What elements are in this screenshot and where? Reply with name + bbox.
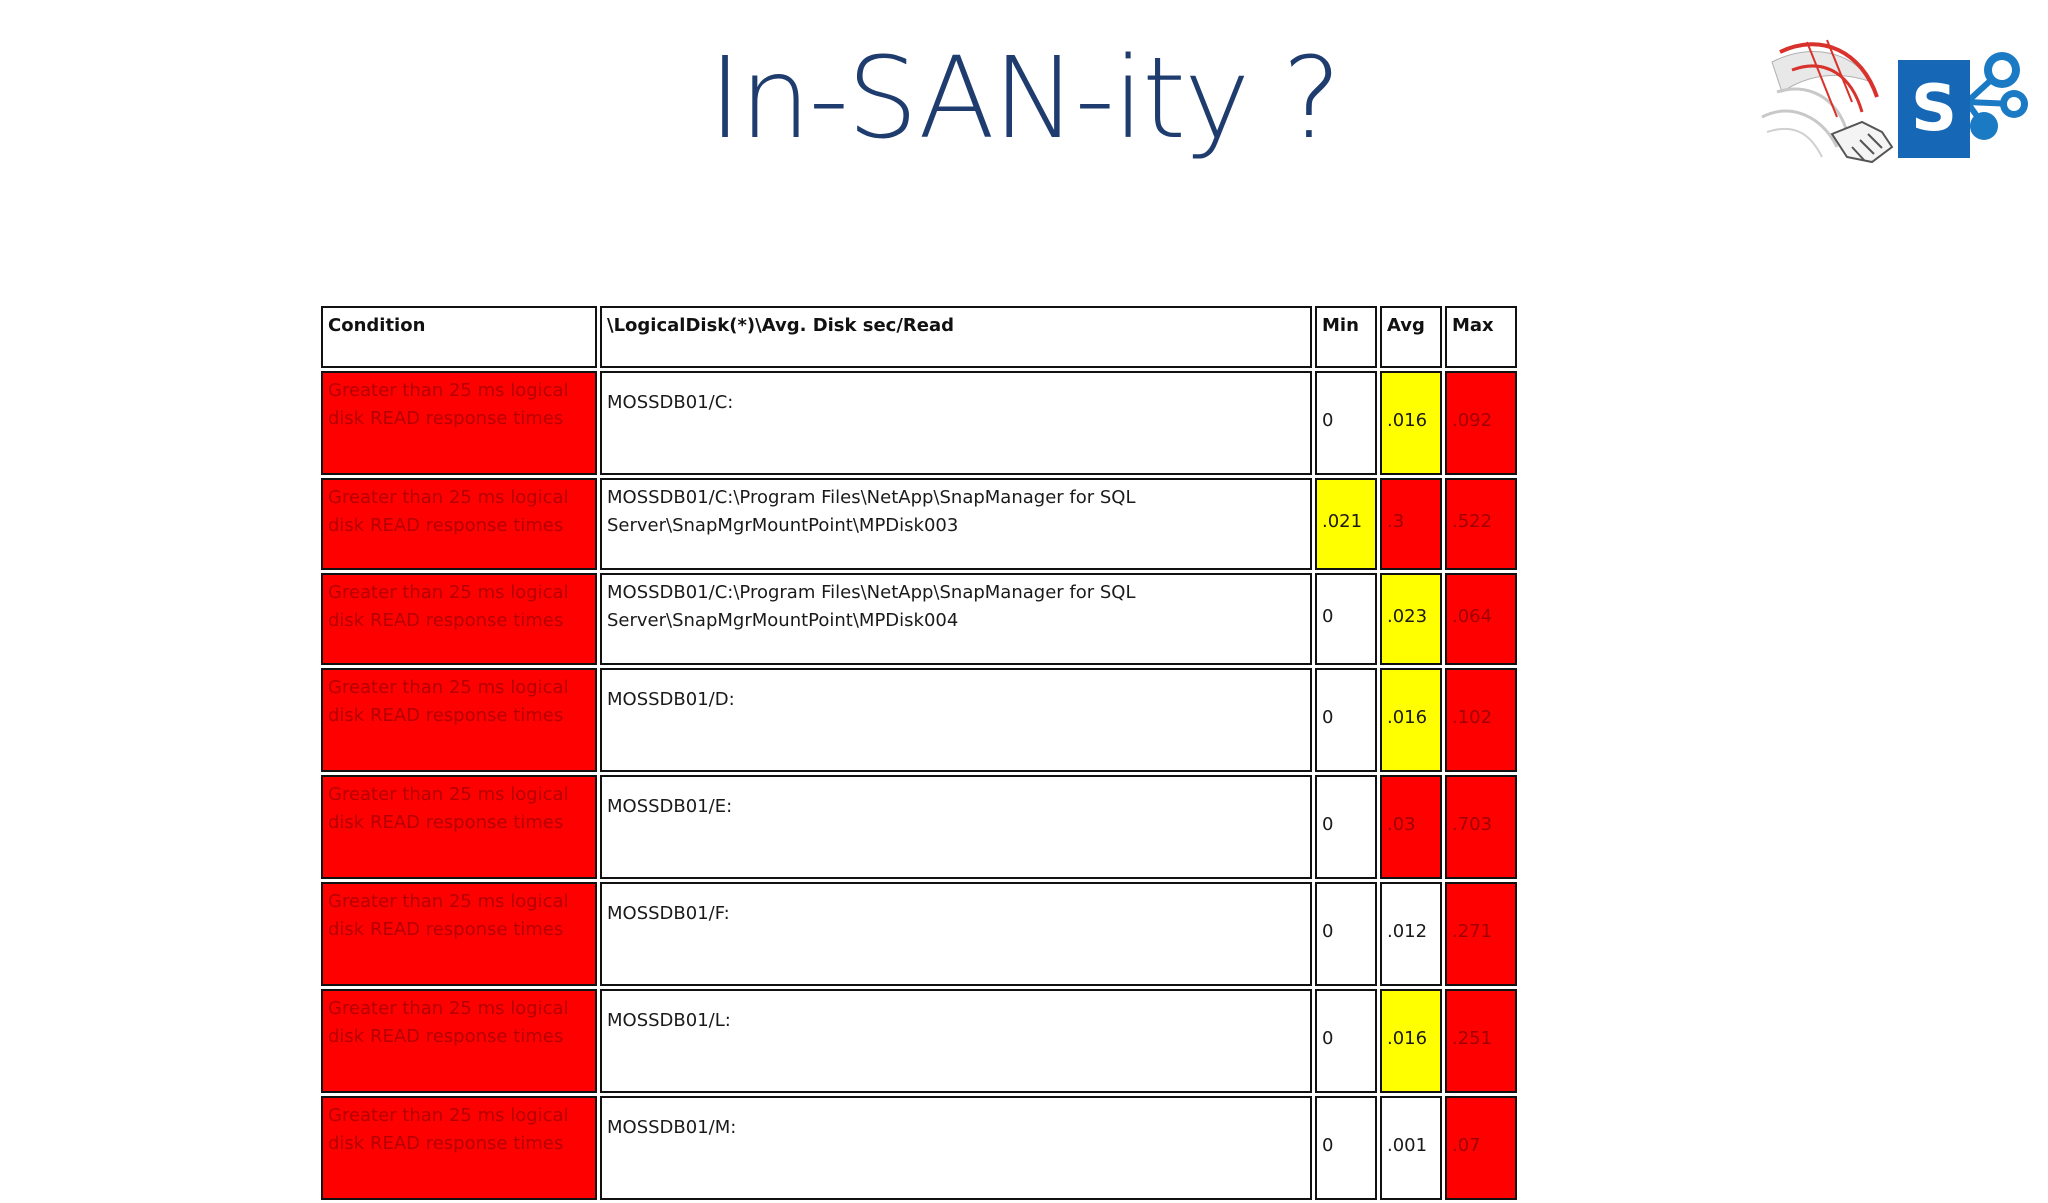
counter-path-cell: MOSSDB01/M: [600,1096,1312,1200]
avg-value-cell: .3 [1380,478,1442,570]
table-row [321,882,1517,986]
avg-value-cell: .016 [1380,371,1442,475]
avg-value-cell: .023 [1380,573,1442,665]
condition-cell: Greater than 25 ms logical disk READ response times [321,668,597,772]
header-min: Min [1315,306,1377,368]
counter-path-cell: MOSSDB01/C:\Program Files\NetApp\SnapManager for SQL Server\SnapMgrMountPoint\MPDisk003 [600,478,1312,570]
slide-title: In-SAN-ity ? [708,34,1340,164]
table-row [321,573,1517,665]
condition-cell: Greater than 25 ms logical disk READ response times [321,478,597,570]
counter-table-wrapper [318,303,1512,1156]
condition-cell: Greater than 25 ms logical disk READ response times [321,882,597,986]
handshake-icon [1832,122,1892,162]
header-counter-path: \LogicalDisk(*)\Avg. Disk sec/Read [600,306,1312,368]
min-value-cell: 0 [1315,775,1377,879]
table-row [321,775,1517,879]
counter-path-cell: MOSSDB01/D: [600,668,1312,772]
table-row [321,989,1517,1093]
avg-value-cell: .03 [1380,775,1442,879]
min-value-cell: 0 [1315,668,1377,772]
min-value-cell: 0 [1315,371,1377,475]
min-value-cell: 0 [1315,1096,1377,1200]
counter-path-cell: MOSSDB01/C:\Program Files\NetApp\SnapManager for SQL Server\SnapMgrMountPoint\MPDisk004 [600,573,1312,665]
counter-path-cell: MOSSDB01/E: [600,775,1312,879]
min-value-cell: .021 [1315,478,1377,570]
sharepoint-icon [1898,52,2028,158]
avg-value-cell: .012 [1380,882,1442,986]
header-condition: Condition [321,306,597,368]
table-header-row [321,306,1517,368]
avg-value-cell: .016 [1380,989,1442,1093]
min-value-cell: 0 [1315,882,1377,986]
min-value-cell: 0 [1315,573,1377,665]
max-value-cell: .07 [1445,1096,1517,1200]
counter-path-cell: MOSSDB01/L: [600,989,1312,1093]
table-row [321,371,1517,475]
table-row [321,668,1517,772]
max-value-cell: .522 [1445,478,1517,570]
avg-value-cell: .016 [1380,668,1442,772]
condition-cell: Greater than 25 ms logical disk READ response times [321,1096,597,1200]
max-value-cell: .703 [1445,775,1517,879]
avg-value-cell: .001 [1380,1096,1442,1200]
header-max: Max [1445,306,1517,368]
max-value-cell: .064 [1445,573,1517,665]
header-avg: Avg [1380,306,1442,368]
table-row [321,1096,1517,1200]
table-row [321,478,1517,570]
counter-path-cell: MOSSDB01/C: [600,371,1312,475]
condition-cell: Greater than 25 ms logical disk READ response times [321,371,597,475]
condition-cell: Greater than 25 ms logical disk READ response times [321,573,597,665]
max-value-cell: .271 [1445,882,1517,986]
max-value-cell: .092 [1445,371,1517,475]
max-value-cell: .102 [1445,668,1517,772]
svg-text:S: S [1910,72,1958,146]
logo [1752,22,2032,168]
min-value-cell: 0 [1315,989,1377,1093]
max-value-cell: .251 [1445,989,1517,1093]
condition-cell: Greater than 25 ms logical disk READ response times [321,989,597,1093]
counter-path-cell: MOSSDB01/F: [600,882,1312,986]
table-body [321,371,1517,1200]
condition-cell: Greater than 25 ms logical disk READ response times [321,775,597,879]
counter-table [318,303,1520,1203]
